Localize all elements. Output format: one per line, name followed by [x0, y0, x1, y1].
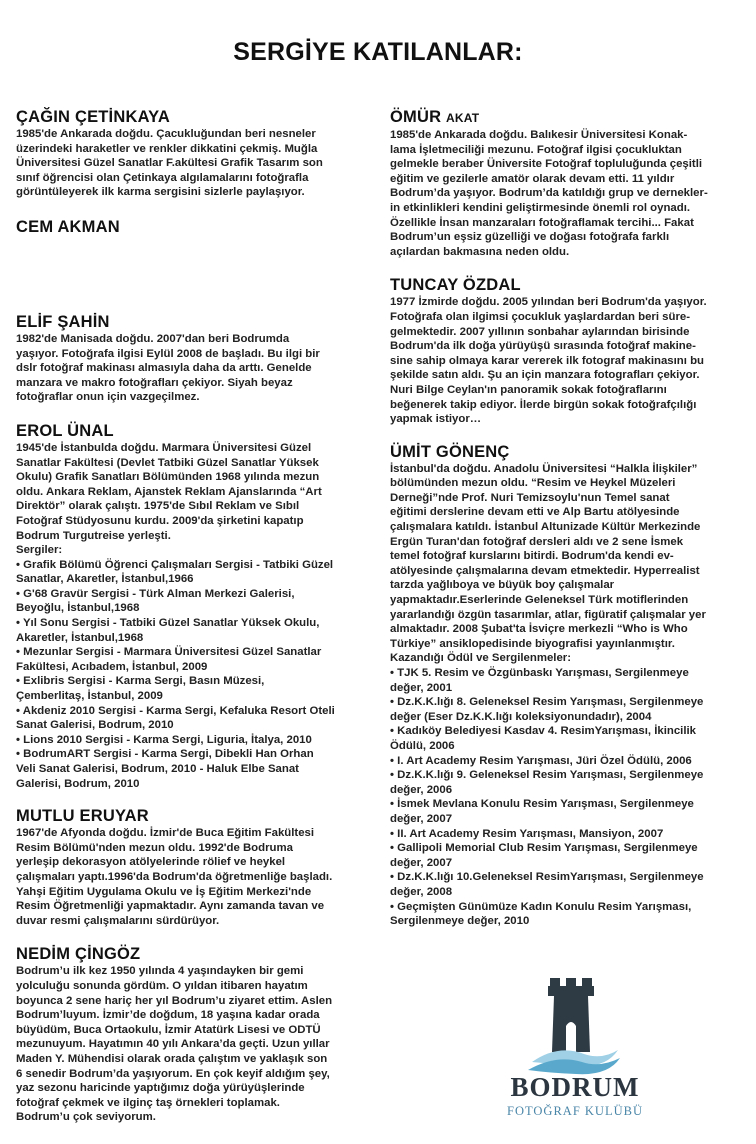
logo-title: BODRUM — [510, 1072, 640, 1102]
awards-list — [390, 666, 738, 929]
awards-heading: Kazandığı Ödül ve Sergilenmeler: — [390, 652, 572, 665]
list-item: • BodrumART Sergisi - Karma Sergi, Dibekli Han Orhan Veli Sanat Galerisi, Bodrum, 2010 - Haluk Elbe Sanat Galerisi, Bodrum, 2010 — [16, 748, 314, 790]
list-item: • Akdeniz 2010 Sergisi - Karma Sergi, Kefaluka Resort Oteli Sanat Galerisi, Bodrum, 2010 — [16, 704, 335, 732]
artist-name: MUTLU ERUYAR — [16, 807, 149, 826]
artist-bio: 1977 İzmirde doğdu. 2005 yılından beri Bodrum'da yaşıyor. Fotoğrafa olan ilgimsi çocukluk yaşlardardan beri süre- gelmektedir. 2007 yıllının sonbahar aylarından birisinde Bodrum'da ilk doğa yürüyüşü sırasında fotoğraf makine- sine sahip olmaya karar vererek ilk fotograf makinasını bu şekilde satın aldı. Şu an için manzara fotografları çekiyor. Nuri Bilge Ceylan'ın panoramik sokak fotoğraflarını beğenerek takip ediyor. İlerde birgün sokak fotoğrafçılığı yapmak istiyor… — [390, 296, 707, 426]
artist-name — [390, 108, 738, 128]
club-logo — [500, 976, 650, 1126]
artist-bio: 1982'de Manisada doğdu. 2007'dan beri Bodrumda yaşıyor. Fotoğrafa ilgisi Eylül 2008 de başladı. Bu ilgi bir dslr fotoğraf makinası almasıyla daha da arttı. Genelde manzara ve makro fotoğrafları çekiyor. Siyah beyaz fotoğraflar onun için vazgeçilmez. — [16, 332, 320, 404]
list-item: • Yıl Sonu Sergisi - Tatbiki Güzel Sanatlar Yüksek Okulu, Akaretler, İstanbul,1968 — [16, 617, 320, 644]
list-item: • Kadıköy Belediyesi Kasdav 4. ResimYarışması, İkincilik Ödülü, 2006 — [390, 725, 697, 752]
artist-entry — [16, 945, 366, 1125]
list-item: • Gallipoli Memorial Club Resim Yarışması, Sergilenmeye değer, 2007 — [390, 842, 698, 869]
exhibition-list — [16, 558, 366, 792]
artist-entry — [16, 218, 366, 313]
artist-bio: 1945'de İstanbulda doğdu. Marmara Üniversitesi Güzel Sanatlar Fakültesi (Devlet Tatbiki Güzel Sanatlar Yüksek Okulu) Grafik Sanatları Bölümünden 1968 yılında mezun oldu. Ankara Reklam, Ajanstek Reklam Ajanslarında “Art Direktör” olarak çalıştı. 1975'de Sıbıl Reklam ve Sıbıl Fotoğraf Stüdyosunu kurdu. 2009'da şirketini kapatıp Bodrum Turgutreise yerleşti. — [16, 441, 322, 542]
page-title: SERGİYE KATILANLAR: — [233, 38, 523, 66]
artist-entry — [16, 313, 366, 405]
artist-entry — [16, 807, 366, 928]
artist-entry — [390, 443, 738, 929]
list-item: • TJK 5. Resim ve Özgünbaskı Yarışması, Sergilenmeye değer, 2001 — [390, 667, 689, 694]
logo-subtitle: FOTOĞRAF KULÜBÜ — [507, 1104, 643, 1118]
artist-bio: İstanbul'da doğdu. Anadolu Üniversitesi “Halkla İlişkiler” bölümünden mezun oldu. “Resim ve Heykel Müzeleri Derneği”nde Prof. Nuri Temizsoylu'nun Temel sanat eğitimi derslerine devam etti ve Alp Bartu atölyesinde çalışmalara katıldı. İstanbul Altunizade Kültür Merkezinde Ergün Turan'dan fotoğraf dersleri aldı ve 2 sene İsmek temel fotoğraf kurslarını bitirdi. Bodrum'da kendi ev- atölyesinde çalışmalarına devam etmektedir. Hyperrealist tarzda yağlıboya ve büyük boy çalışmalar yapmaktadır.Eserlerinde Geleneksel Türk motiflerinden yararlandığı özgün tasarımlar, atlar, figüratif çalışmalar yer almaktadır. 2008 Şubat'ta İsviçre merkezli “Who is Who Türkiye” ansiklopedisinde biyografisi yayınlanmıştır. — [390, 462, 706, 650]
artist-entry — [390, 108, 738, 259]
list-item: • Grafik Bölümü Öğrenci Çalışmaları Sergisi - Tatbiki Güzel Sanatlar, Akaretler, İstanbul,1966 — [16, 558, 334, 586]
list-item: • İsmek Mevlana Konulu Resim Yarışması, Sergilenmeye değer, 2007 — [390, 798, 694, 825]
list-item: • Lions 2010 Sergisi - Karma Sergi, Liguria, İtalya, 2010 — [16, 733, 312, 746]
artist-name: ÇAĞIN ÇETİNKAYA — [16, 108, 170, 126]
artist-first-name: ÖMÜR — [390, 108, 442, 126]
artist-entry — [16, 422, 366, 791]
list-item: • Dz.K.K.lığı 9. Geleneksel Resim Yarışması, Sergilenmeye değer, 2006 — [390, 769, 704, 796]
list-item: • Exlibris Sergisi - Karma Sergi, Basın Müzesi, Çemberlitaş, İstanbul, 2009 — [16, 675, 265, 703]
artist-name: TUNCAY ÖZDAL — [390, 276, 521, 295]
artist-name: ÜMİT GÖNENÇ — [390, 442, 510, 461]
right-column — [390, 108, 738, 929]
artist-name: EROL ÜNAL — [16, 421, 114, 440]
list-item: • G'68 Gravür Sergisi - Türk Alman Merkezi Galerisi, Beyoğlu, İstanbul,1968 — [16, 587, 295, 615]
exhibitions-heading: Sergiler: — [16, 544, 63, 557]
artist-last-name: AKAT — [446, 111, 480, 125]
list-item: • I. Art Academy Resim Yarışması, Jüri Özel Ödülü, 2006 — [390, 754, 692, 767]
list-item: • II. Art Academy Resim Yarışması, Mansiyon, 2007 — [390, 827, 664, 840]
left-column — [16, 108, 366, 1125]
list-item: • Dz.K.K.lığı 8. Geleneksel Resim Yarışması, Sergilenmeye değer (Eser Dz.K.K.lığı koleksiyonundadır), 2004 — [390, 696, 704, 723]
artist-bio: Bodrum’u ilk kez 1950 yılında 4 yaşındayken bir gemi yolculuğu sonunda gördüm. O yıldan itibaren hayatım boyunca 2 sene hariç her yıl Bodrum’u ziyaret ettim. Aslen Bodrum’luyum. İzmir’de doğdum, 18 yaşına kadar orada büyüdüm, Buca Ortaokulu, İzmir Atatürk Lisesi ve ODTÜ mezunuyum. Hayatımın 40 yılı Ankara’da geçti. Uzun yıllar Maden Y. Mühendisi olarak orada çalıştım ve yaklaşık son 6 senedir Bodrum’da yaşıyorum. En çok keyif aldığım şey, yaz sezonu haricinde yaptığımız doğa yürüyüşlerinde fotoğraf çekmek ve ilginç taş örnekleri toplamak. Bodrum’u çok seviyorum. — [16, 965, 333, 1124]
castle-tower-icon — [528, 976, 622, 1076]
artist-name: CEM AKMAN — [16, 217, 120, 236]
artist-entry — [390, 276, 738, 426]
artist-entry — [16, 108, 366, 200]
artist-name: NEDİM ÇİNGÖZ — [16, 945, 141, 964]
artist-bio: 1967'de Afyonda doğdu. İzmir'de Buca Eğitim Fakültesi Resim Bölümü'nden mezun oldu. 1992'de Bodruma yerleşip dekorasyon atölyelerinde rölief ve heykel çalışmaları yaptı.1996'da Bodrum'da öğretmenliğe başladı. Yahşi Eğitim Uygulama Okulu ve İş Eğitim Merkezi'nde Resim Öğretmenliği yapmaktadır. Aynı zamanda tavan ve duvar resmi çalışmalarını sürdürüyor. — [16, 827, 333, 927]
list-item: • Geçmişten Günümüze Kadın Konulu Resim Yarışması, Sergilenmeye değer, 2010 — [390, 900, 692, 928]
artist-bio: 1985'de Ankarada doğdu. Çacukluğundan beri nesneler üzerindeki haraketler ve renkler dikkatini çekmiş. Muğla Üniversitesi Güzel Sanatlar F.akültesi Grafik Tasarım son sınıf öğrencisi olan Çetinkaya algılamalarını fotoğrafla görüntüleyerek ilk karma sergisini sizlerle paylaşıyor. — [16, 128, 323, 199]
artist-name: ELİF ŞAHİN — [16, 312, 110, 331]
list-item: • Dz.K.K.lığı 10.Geleneksel ResimYarışması, Sergilenmeye değer, 2008 — [390, 871, 704, 898]
artist-bio: 1985'de Ankarada doğdu. Balıkesir Üniversitesi Konak- lama İşletmeciliği mezunu. Fotoğraf ilgisi çocukluktan gelmekle beraber Üniversite Fotoğraf topluluğunda çeşitli eğitim ve gezilerle amatör olarak devam etti. 11 yıldır Bodrum’da yaşıyor. Bodrum’da katıldığı grup ve dernekler- in etkinlikleri kendini geliştirmesinde önemli rol oynadı. Özellikle İnsan manzaraları fotoğraflamak tercihi... Fakat Bodrum’un eşsiz güzelliği ve doğası fotoğrafa farklı açılardan bakmasına neden oldu. — [390, 129, 708, 258]
list-item: • Mezunlar Sergisi - Marmara Üniversitesi Güzel Sanatlar Fakültesi, Acıbadem, İstanbul, 2009 — [16, 646, 322, 673]
